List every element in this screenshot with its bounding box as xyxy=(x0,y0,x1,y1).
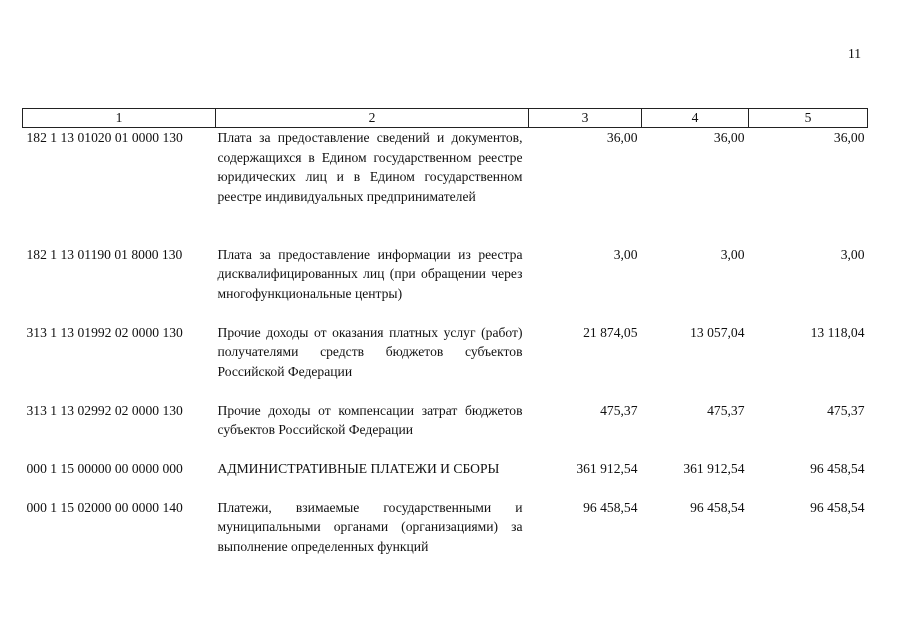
table-row xyxy=(23,245,868,323)
budget-code: 313 1 13 02992 02 0000 130 xyxy=(26,402,183,418)
header-row xyxy=(23,109,868,128)
value-col-5: 36,00 xyxy=(833,130,865,145)
revenue-name xyxy=(216,323,529,401)
header-col-4: 4 xyxy=(642,109,749,128)
page-number: 11 xyxy=(848,46,862,61)
table-body xyxy=(23,128,868,557)
table-row xyxy=(23,459,868,498)
value-col-5: 96 458,54 xyxy=(810,460,865,476)
revenue-name xyxy=(216,459,529,498)
budget-code: 182 1 13 01020 01 0000 130 xyxy=(26,130,183,145)
revenue-name xyxy=(216,498,529,557)
header-col-3: 3 xyxy=(529,109,642,128)
value-col-5: 3,00 xyxy=(840,246,865,262)
value-col-3: 36,00 xyxy=(606,130,638,145)
header-col-2: 2 xyxy=(216,109,529,128)
value-col-3: 21 874,05 xyxy=(583,324,638,340)
value-col-5: 13 118,04 xyxy=(810,324,865,340)
header-col-5: 5 xyxy=(749,109,868,128)
revenue-name-text: АДМИНИСТРАТИВНЫЕ ПЛАТЕЖИ И СБОРЫ xyxy=(217,460,500,476)
header-col-1: 1 xyxy=(23,109,216,128)
value-col-4: 96 458,54 xyxy=(690,499,745,515)
table-row xyxy=(23,498,868,557)
value-col-3: 3,00 xyxy=(613,246,638,262)
table-row xyxy=(23,128,868,245)
value-col-4: 36,00 xyxy=(713,130,745,145)
value-col-4: 475,37 xyxy=(707,402,745,418)
revenue-name xyxy=(216,401,529,459)
value-col-5: 475,37 xyxy=(827,402,865,418)
value-col-3: 475,37 xyxy=(600,402,638,418)
budget-code: 000 1 15 00000 00 0000 000 xyxy=(26,460,183,476)
value-col-5: 96 458,54 xyxy=(810,499,865,515)
budget-code: 182 1 13 01190 01 8000 130 xyxy=(26,246,183,262)
table-row xyxy=(23,401,868,459)
budget-code: 313 1 13 01992 02 0000 130 xyxy=(26,324,183,340)
table-header xyxy=(23,109,868,128)
value-col-4: 13 057,04 xyxy=(690,324,745,340)
table-row xyxy=(23,323,868,401)
value-col-4: 3,00 xyxy=(720,246,745,262)
revenue-name-text: Прочие доходы от оказания платных услуг (работ) получателями средств бюджетов субъектов Российской Федерации xyxy=(217,324,523,379)
revenue-name xyxy=(216,128,529,245)
revenue-name-text: Платежи, взимаемые государственными и муниципальными органами (организациями) за выполнение определенных функций xyxy=(217,499,523,554)
revenue-name xyxy=(216,245,529,323)
budget-revenue-table xyxy=(22,108,868,556)
budget-code: 000 1 15 02000 00 0000 140 xyxy=(26,499,183,515)
revenue-name-text: Плата за предоставление информации из реестра дисквалифицированных лиц (при обращении через многофункциональные центры) xyxy=(217,246,523,301)
value-col-4: 361 912,54 xyxy=(683,460,745,476)
value-col-3: 361 912,54 xyxy=(576,460,638,476)
revenue-name-text: Плата за предоставление сведений и документов, содержащихся в Едином государственном реестре юридических лиц и в Едином государственном реестре индивидуальных предпринимателей xyxy=(217,130,523,204)
revenue-name-text: Прочие доходы от компенсации затрат бюджетов субъектов Российской Федерации xyxy=(217,402,523,437)
value-col-3: 96 458,54 xyxy=(583,499,638,515)
